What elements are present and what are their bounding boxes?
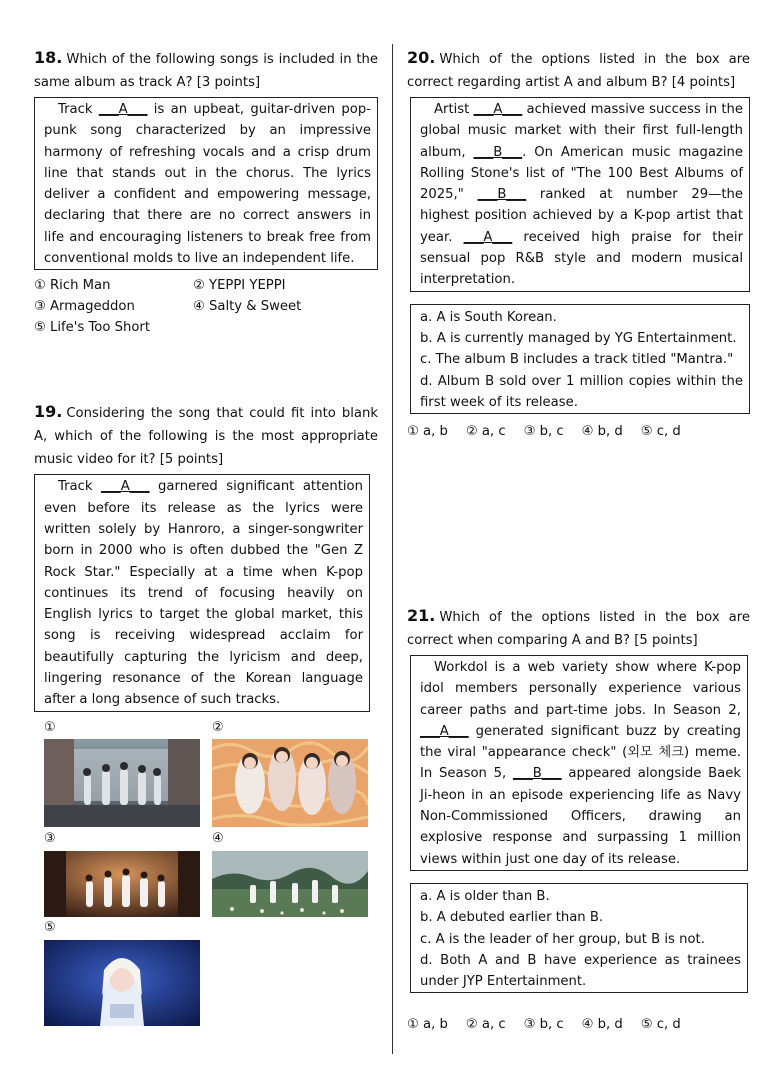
passage-segment: Workdol is a web variety show where K-pop idol members personally experience various career paths and part-time jobs. In Season 2,: [420, 660, 741, 718]
passage-segment: appeared alongside Baek Ji-heon in an episode experiencing life as Navy Non-Commissioned Officers, drawing an explosive response and surpassing 1 million views within just one day of its release.: [420, 766, 741, 867]
passage-text: [44, 476, 363, 710]
passage-segment: Track: [58, 479, 101, 495]
choice-3[interactable]: ③ b, c: [523, 1017, 564, 1033]
option-3[interactable]: ③ Armageddon: [34, 299, 135, 315]
passage-box: [410, 97, 750, 292]
mv-option-2-label: ②: [212, 719, 224, 735]
answer-options: [34, 275, 378, 338]
mv-thumbnail-2[interactable]: [212, 739, 368, 827]
question-text: Considering the song that could fit into blank A, which of the following is the most appropriate music video for it? [5 points]: [34, 406, 378, 468]
answer-blank: ___A___: [98, 102, 148, 117]
answer-blank: ___B___: [477, 187, 527, 203]
question-20: [407, 46, 750, 442]
answer-choices: [407, 1015, 750, 1035]
question-text: Which of the options listed in the box are correct regarding artist A and album B? [4 points]: [407, 52, 750, 90]
answer-blank: ___A___: [100, 479, 150, 495]
passage-segment: ranked at number 29—the highest position achieved by a K-pop artist that year.: [420, 187, 743, 245]
question-18-prompt: [34, 46, 378, 94]
passage-text: [420, 657, 741, 870]
answer-blank: ___B___: [513, 766, 562, 782]
passage-box: [34, 97, 378, 270]
question-21-prompt: [407, 604, 750, 652]
right-column: [407, 46, 750, 1033]
mv-thumbnail-3[interactable]: [44, 851, 200, 917]
statements-box: [410, 883, 748, 993]
statements-box: [410, 304, 750, 414]
answer-blank: ___A___: [463, 229, 513, 245]
question-19-prompt: [34, 400, 378, 471]
column-divider: [392, 44, 393, 1054]
choice-2[interactable]: ② a, c: [465, 424, 506, 440]
passage-text: [44, 99, 371, 269]
answer-choices: [407, 422, 750, 442]
question-number: 21.: [407, 606, 436, 625]
music-video-options: [34, 720, 378, 1036]
choice-4[interactable]: ④ b, d: [581, 1017, 623, 1033]
statement-a: a. A is older than B.: [420, 888, 550, 904]
statement-b: b. A debuted earlier than B.: [420, 910, 604, 926]
statement-b: b. A is currently managed by YG Entertainment.: [420, 330, 737, 346]
passage-segment: Track: [58, 102, 99, 117]
choice-2[interactable]: ② a, c: [465, 1017, 506, 1033]
statement-c: c. A is the leader of her group, but B is not.: [420, 931, 705, 947]
choice-1[interactable]: ① a, b: [407, 1017, 448, 1033]
mv-thumbnail-5[interactable]: [44, 940, 200, 1026]
question-text: Which of the following songs is included in the same album as track A? [3 points]: [34, 52, 378, 90]
passage-segment: generated significant buzz by creating the viral "appearance check" (외모 체크) meme. In Season 5,: [420, 723, 741, 782]
passage-segment: achieved massive success in the global music market with their first full-length album,: [420, 102, 743, 160]
question-21: [407, 604, 750, 1035]
question-text: Which of the options listed in the box are correct when comparing A and B? [5 points]: [407, 610, 750, 648]
passage-segment: received high praise for their sensual pop R&B style and modern musical interpretation.: [420, 229, 744, 288]
passage-text: [420, 99, 743, 291]
statement-c: c. The album B includes a track titled "Mantra.": [420, 352, 734, 368]
passage-segment: is an upbeat, guitar-driven pop-punk song characterized by an impressive harmony of refreshing vocals and a crisp drum line that stands out in the chorus. The lyrics deliver a confident and empowering message, declaring that there are no correct answers in life and encouraging listeners to break free from conventional molds to live an independent life.: [44, 102, 372, 267]
option-1[interactable]: ① Rich Man: [34, 278, 111, 294]
mv-option-5-label: ⑤: [44, 919, 56, 935]
choice-1[interactable]: ① a, b: [407, 424, 448, 440]
choice-5[interactable]: ⑤ c, d: [640, 1017, 681, 1033]
passage-segment: garnered significant attention even before its release as the lyrics were written solely by Hanroro, a singer-songwriter born in 2000 who is often dubbed the "Gen Z Rock Star." Especially at a time when K-pop continues its trend of focusing heavily on English lyrics to target the global market, this song is receiving widespread acclaim for beautifully capturing the lyricism and deep, lingering resonance of the Korean language after a long absence of such tracks.: [44, 479, 363, 708]
statement-d: d. Both A and B have experience as trainees under JYP Entertainment.: [420, 952, 741, 990]
option-2[interactable]: ② YEPPI YEPPI: [193, 278, 286, 294]
left-column: [34, 46, 378, 1036]
choice-4[interactable]: ④ b, d: [581, 424, 623, 440]
mv-option-4-label: ④: [212, 830, 224, 846]
choice-5[interactable]: ⑤ c, d: [640, 424, 681, 440]
question-20-prompt: [407, 46, 750, 94]
mv-thumbnail-4[interactable]: [212, 851, 368, 917]
question-19: [34, 400, 378, 1035]
option-5[interactable]: ⑤ Life's Too Short: [34, 320, 151, 336]
answer-blank: ___A___: [473, 102, 523, 117]
passage-segment: . On American music magazine Rolling Stone's list of "The 100 Best Albums of 2025,": [420, 144, 743, 203]
answer-blank: ___A___: [420, 723, 469, 739]
statement-d: d. Album B sold over 1 million copies within the first week of its release.: [420, 373, 743, 410]
mv-option-3-label: ③: [44, 830, 56, 846]
passage-box: [410, 655, 748, 871]
option-4[interactable]: ④ Salty & Sweet: [193, 299, 302, 315]
mv-option-1-label: ①: [44, 719, 56, 735]
mv-thumbnail-1[interactable]: [44, 739, 200, 827]
statement-a: a. A is South Korean.: [420, 309, 557, 325]
passage-box: [34, 474, 370, 711]
question-number: 19.: [34, 402, 63, 422]
choice-3[interactable]: ③ b, c: [523, 424, 564, 440]
answer-blank: ___B___: [473, 144, 523, 160]
question-18: [34, 46, 378, 338]
passage-segment: Artist: [434, 102, 474, 117]
question-number: 18.: [34, 48, 63, 67]
question-number: 20.: [407, 48, 436, 67]
